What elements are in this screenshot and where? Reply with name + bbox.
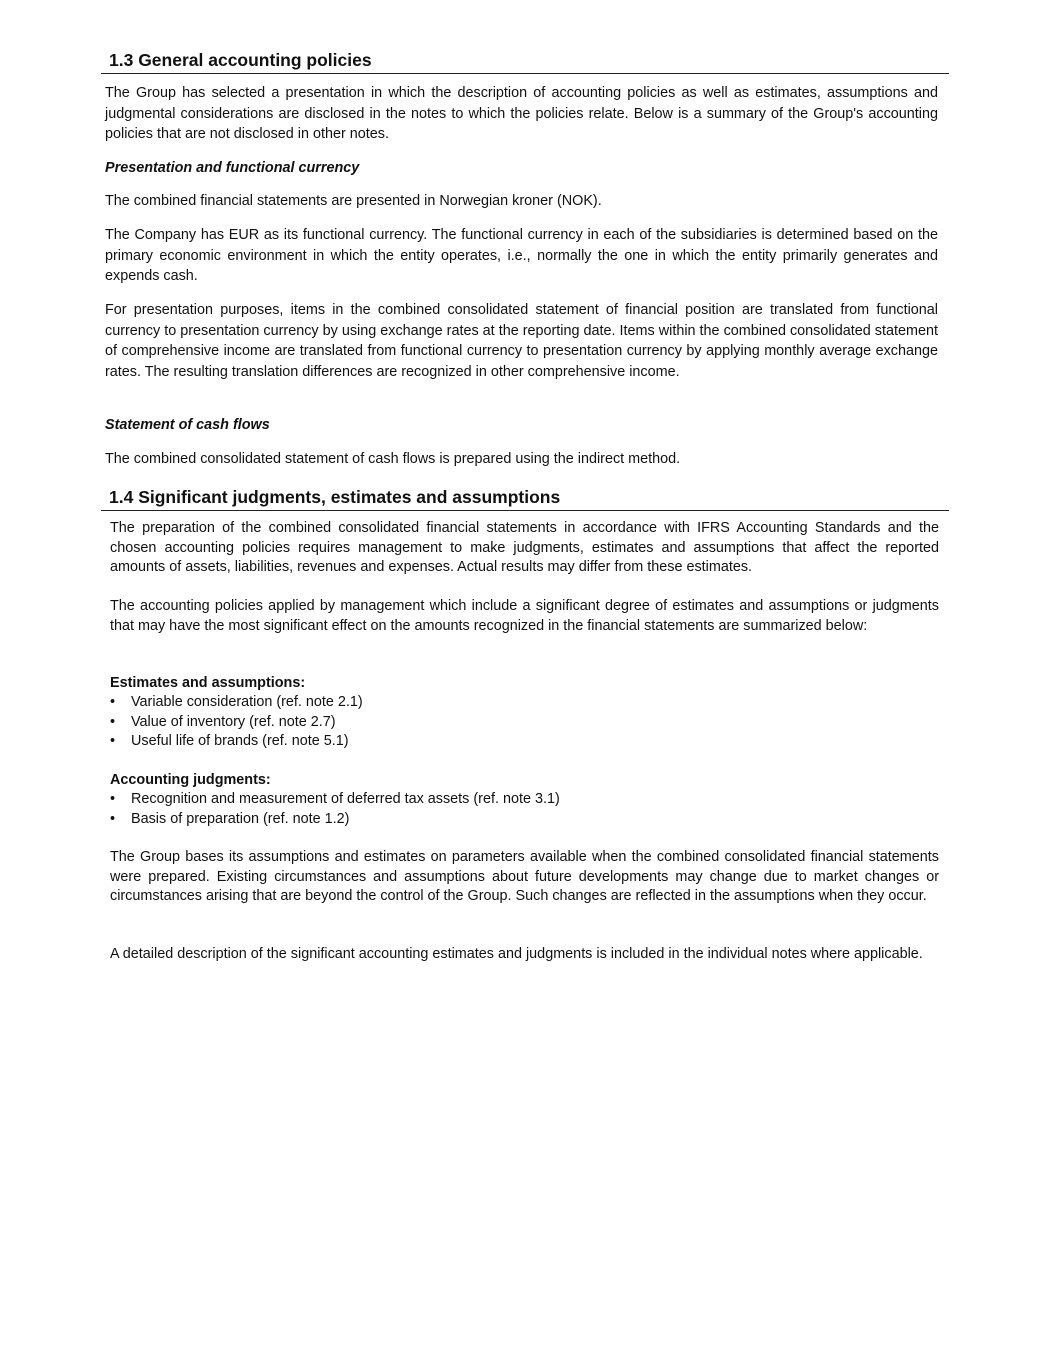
heading-rule (101, 73, 949, 74)
list-item (110, 693, 363, 713)
list-item (110, 732, 363, 752)
list-item-text: Recognition and measurement of deferred tax assets (ref. note 3.1) (131, 791, 560, 807)
bullet: • (110, 713, 116, 730)
list-item (110, 713, 363, 733)
list-item-text: Value of inventory (ref. note 2.7) (131, 713, 336, 730)
list-item (110, 810, 560, 830)
paragraph: A detailed description of the significant accounting estimates and judgments is included in the individual notes where applicable. (110, 946, 923, 962)
section-heading-1-3: 1.3 General accounting policies (109, 50, 372, 70)
judgments-list (110, 790, 560, 829)
list-item (110, 790, 560, 810)
subheading-cash-flows: Statement of cash flows (105, 417, 270, 433)
bullet: • (110, 733, 116, 749)
bullet: • (110, 791, 116, 807)
paragraph: For presentation purposes, items in the combined consolidated statement of financial position are translated from functional currency to presentation currency by using exchange rates at the reporting date. Items within the combined consolidated statement of comprehensive income are translated from functional currency to presentation currency by applying monthly average exchange rates. The resulting translation differences are recognized in other comprehensive income. (105, 302, 938, 380)
heading-rule (101, 510, 949, 511)
bullet: • (110, 694, 116, 710)
judgments-heading: Accounting judgments: (110, 772, 271, 788)
intro-paragraph: The Group has selected a presentation in which the description of accounting policies as well as estimates, assumptions and judgmental considerations are disclosed in the notes to which the policies relate. Below is a summary of the Group's accounting policies that are not disclosed in other notes. (105, 85, 938, 143)
estimates-heading: Estimates and assumptions: (110, 675, 306, 691)
bullet: • (110, 810, 116, 827)
paragraph: The accounting policies applied by management which include a significant degree of estimates and assumptions or judgments that may have the most significant effect on the amounts recognized in the financial statements are summarized below: (110, 598, 939, 634)
paragraph: The preparation of the combined consolidated financial statements in accordance with IFRS Accounting Standards and the chosen accounting policies requires management to make judgments, estimates and assumptions that affect the reported amounts of assets, liabilities, revenues and expenses. Actual results may differ from these estimates. (110, 520, 939, 575)
list-item-text: Basis of preparation (ref. note 1.2) (131, 810, 350, 827)
estimates-list (110, 693, 363, 752)
section-heading-1-4: 1.4 Significant judgments, estimates and assumptions (109, 487, 561, 507)
paragraph: The Company has EUR as its functional currency. The functional currency in each of the subsidiaries is determined based on the primary economic environment in which the entity operates, i.e., normally the one in which the entity primarily generates and expends cash. (105, 227, 938, 285)
list-item-text: Useful life of brands (ref. note 5.1) (131, 733, 349, 749)
paragraph: The combined financial statements are presented in Norwegian kroner (NOK). (105, 193, 602, 209)
paragraph: The Group bases its assumptions and estimates on parameters available when the combined consolidated financial statements were prepared. Existing circumstances and assumptions about future developments may change due to market changes or circumstances arising that are beyond the control of the Group. Such changes are reflected in the assumptions when they occur. (110, 849, 939, 904)
list-item-text: Variable consideration (ref. note 2.1) (131, 694, 363, 710)
paragraph: The combined consolidated statement of cash flows is prepared using the indirect method. (105, 451, 681, 467)
subheading-presentation-currency: Presentation and functional currency (105, 160, 360, 176)
